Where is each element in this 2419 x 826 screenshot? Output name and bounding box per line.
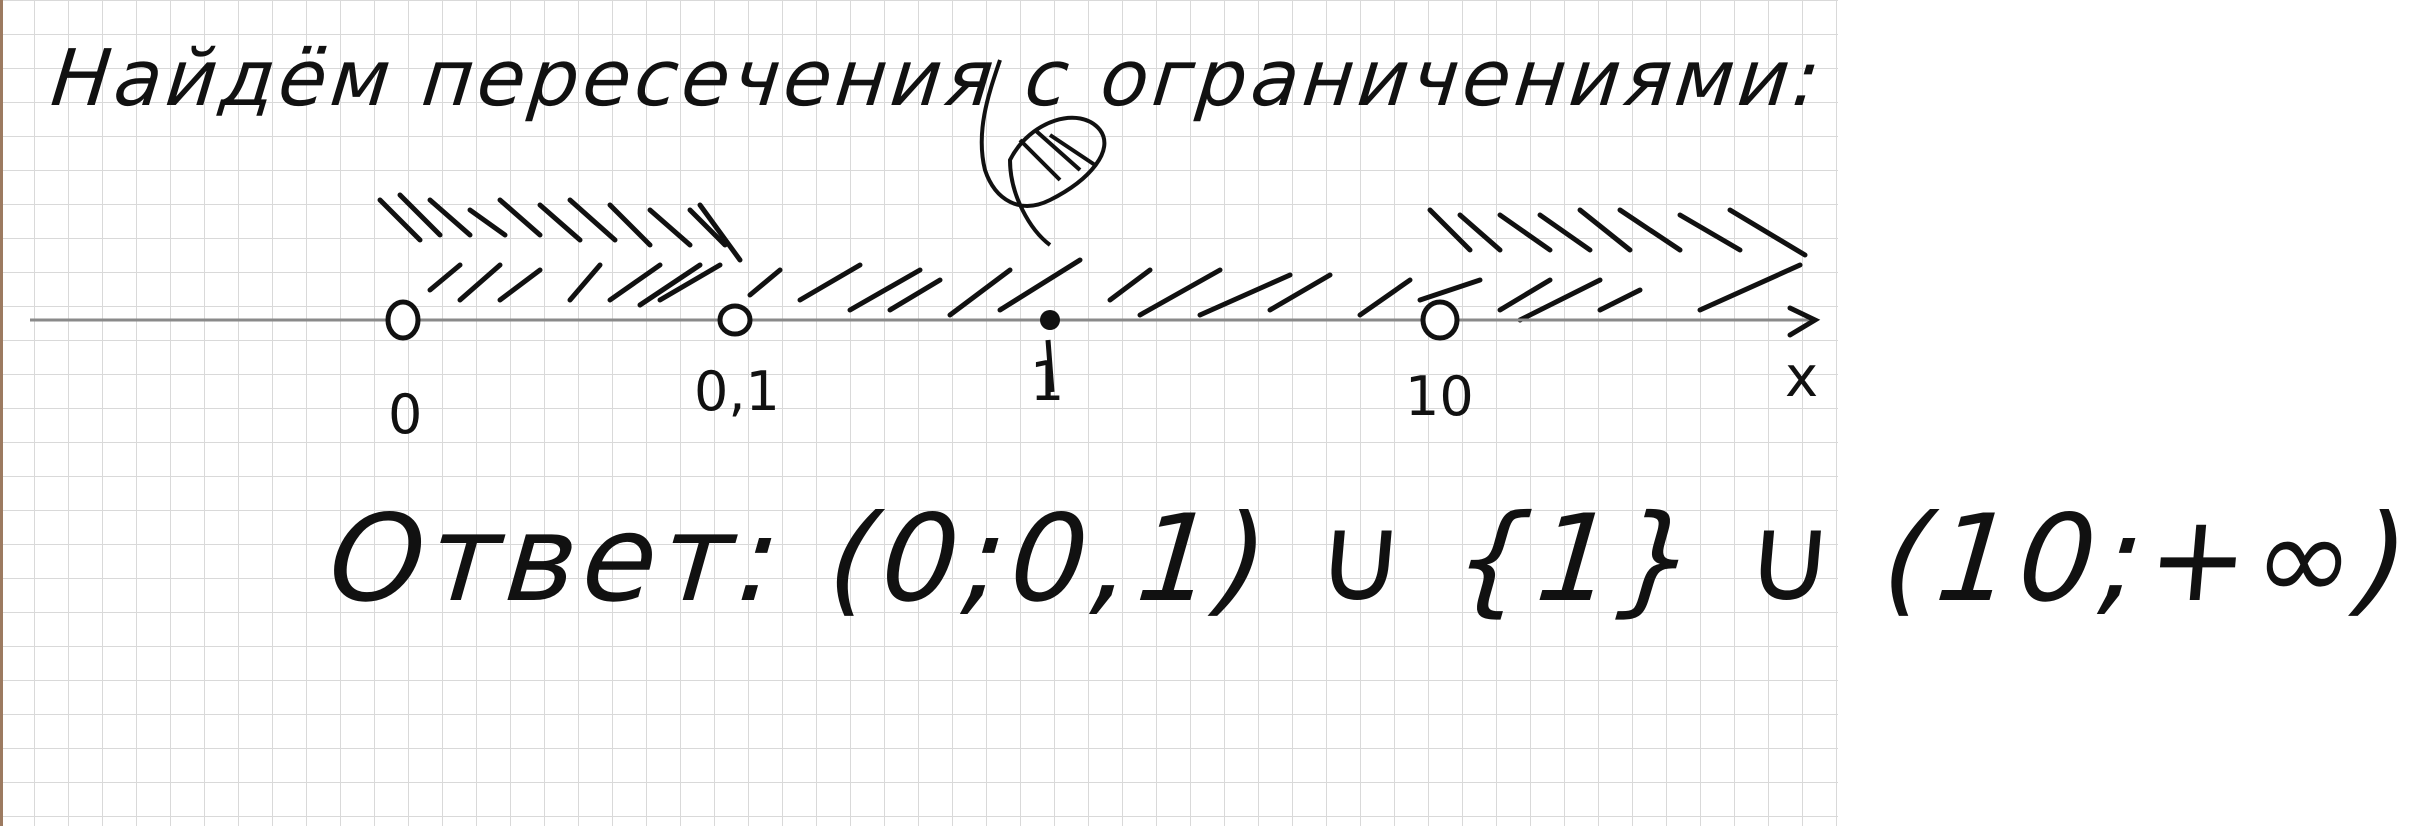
open-point-0 [388,302,418,338]
tick-label-0: 0 [388,383,423,446]
axis-label-x: x [1785,345,1819,410]
closed-point-1 [1040,310,1060,330]
tick-label-0-1: 0,1 [694,360,780,423]
shaded-lobe [982,60,1105,245]
heading-text: Найдём пересечения с ограничениями: [47,34,1829,124]
tick-label-1: 1 [1030,350,1065,413]
upper-hatching [380,195,1805,320]
open-point-10 [1423,302,1457,338]
tick-label-10: 10 [1405,365,1474,428]
open-point-0-1 [720,306,750,334]
answer-text: Ответ: (0;0,1) ∪ {1} ∪ (10;+∞) [323,490,2419,629]
